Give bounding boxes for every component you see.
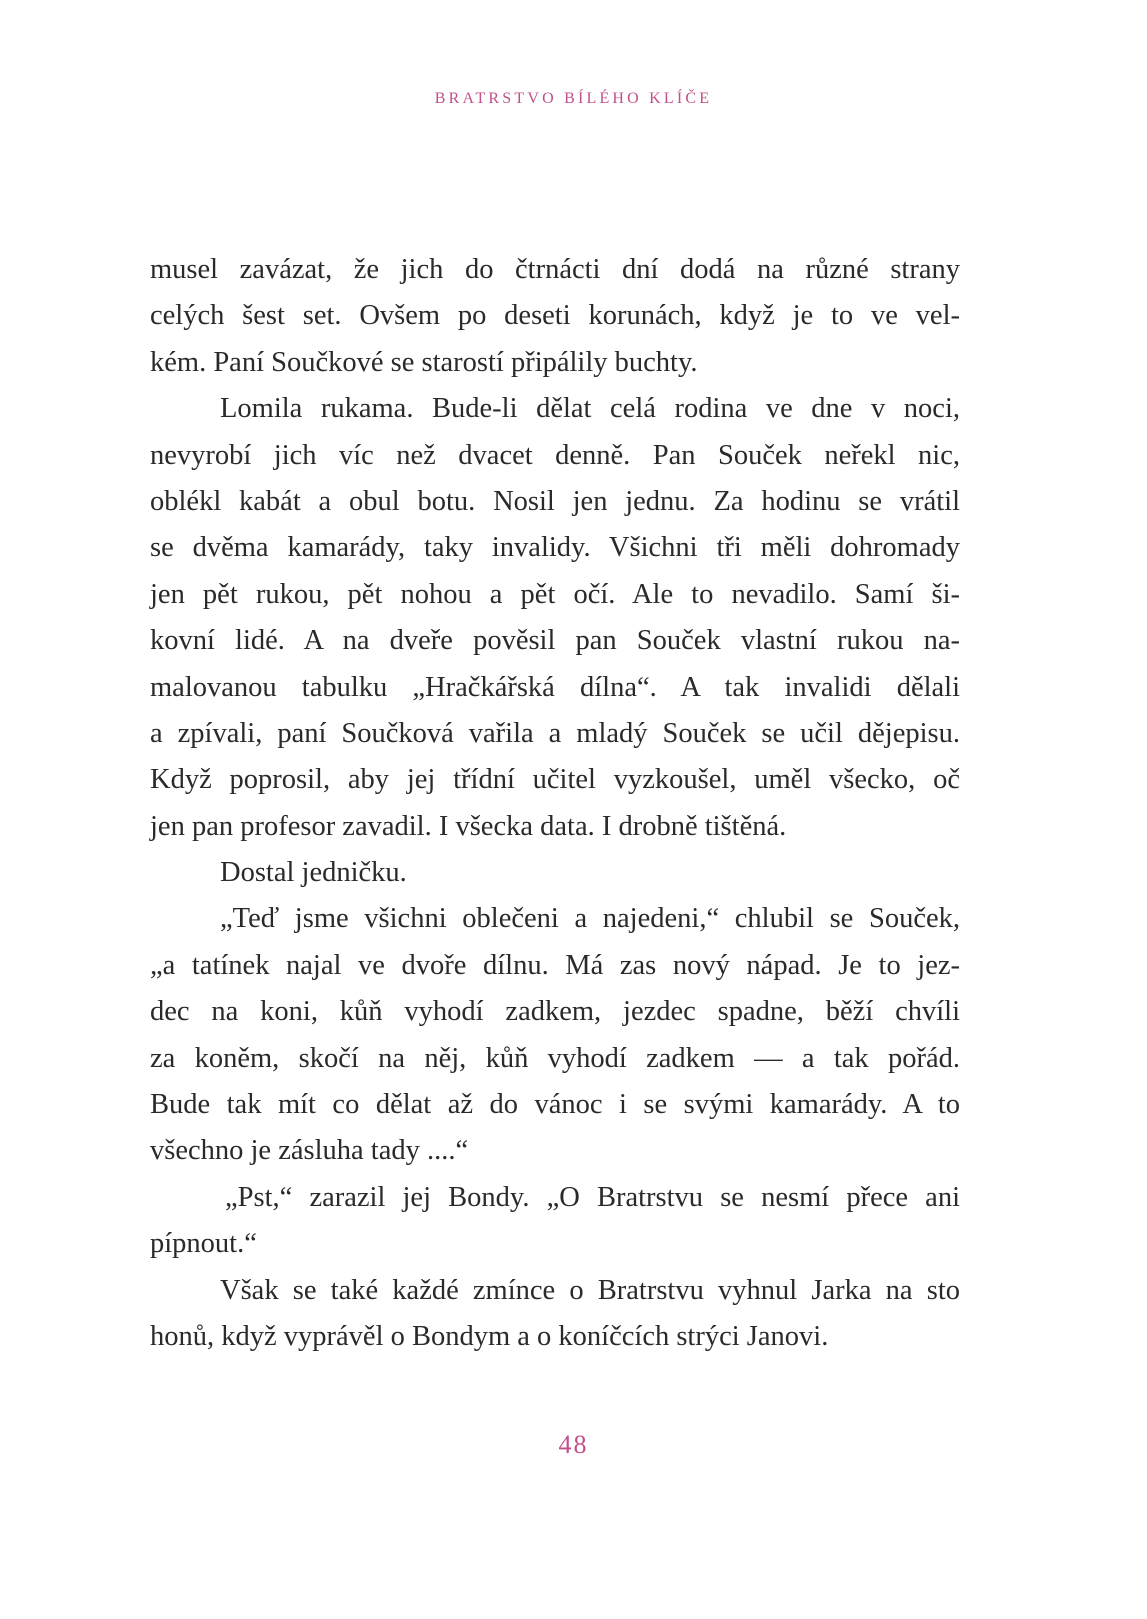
running-header: BRATRSTVO BÍLÉHO KLÍČE — [434, 90, 713, 107]
page-number: 48 — [558, 1430, 589, 1459]
text-line: Bude tak mít co dělat až do vánoc i se svými kamarády. A to — [150, 1089, 960, 1121]
text-line: jen pan profesor zavadil. I všecka data. I drobně tištěná. — [150, 810, 787, 842]
text-line: kém. Paní Součkové se starostí připálily buchty. — [150, 346, 698, 378]
text-line: pípnout.“ — [150, 1228, 257, 1260]
text-line: malovanou tabulku „Hračkářská dílna“. A tak invalidi dělali — [150, 671, 960, 703]
text-line: musel zavázat, že jich do čtrnácti dní dodá na různé strany — [150, 254, 960, 285]
text-line: nevyrobí jich víc než dvacet denně. Pan Souček neřekl nic, — [150, 439, 960, 471]
text-line: Když poprosil, aby jej třídní učitel vyzkoušel, uměl všecko, oč — [150, 764, 960, 796]
text-line: celých šest set. Ovšem po deseti korunách, když je to ve vel- — [150, 300, 960, 332]
text-line: za koněm, skočí na něj, kůň vyhodí zadkem — a tak pořád. — [150, 1042, 960, 1074]
text-line: „a tatínek najal ve dvoře dílnu. Má zas nový nápad. Je to jez- — [150, 949, 960, 981]
text-line: se dvěma kamarády, taky invalidy. Všichni tři měli dohromady — [150, 532, 960, 564]
text-line: dec na koni, kůň vyhodí zadkem, jezdec spadne, běží chvíli — [150, 996, 960, 1028]
text-line: Dostal jedničku. — [220, 857, 407, 889]
text-line: Lomila rukama. Bude-li dělat celá rodina ve dne v noci, — [220, 393, 960, 425]
body-text — [150, 247, 960, 1360]
text-line: „Pst,“ zarazil jej Bondy. „O Bratrstvu se nesmí přece ani — [225, 1181, 960, 1213]
text-line: Však se také každé zmínce o Bratrstvu vyhnul Jarka na sto — [220, 1274, 960, 1306]
text-line: všechno je zásluha tady ....“ — [150, 1135, 469, 1167]
text-line: a zpívali, paní Součková vařila a mladý Souček se učil dějepisu. — [150, 717, 960, 749]
text-line: „Teď jsme všichni oblečeni a najedeni,“ chlubil se Souček, — [220, 903, 960, 935]
text-line: oblékl kabát a obul botu. Nosil jen jednu. Za hodinu se vrátil — [150, 485, 960, 517]
text-line: kovní lidé. A na dveře pověsil pan Souček vlastní rukou na- — [150, 625, 960, 657]
text-line: jen pět rukou, pět nohou a pět očí. Ale to nevadilo. Samí ši- — [150, 578, 960, 610]
text-line: honů, když vyprávěl o Bondym a o koníčcích strýci Janovi. — [150, 1320, 829, 1352]
